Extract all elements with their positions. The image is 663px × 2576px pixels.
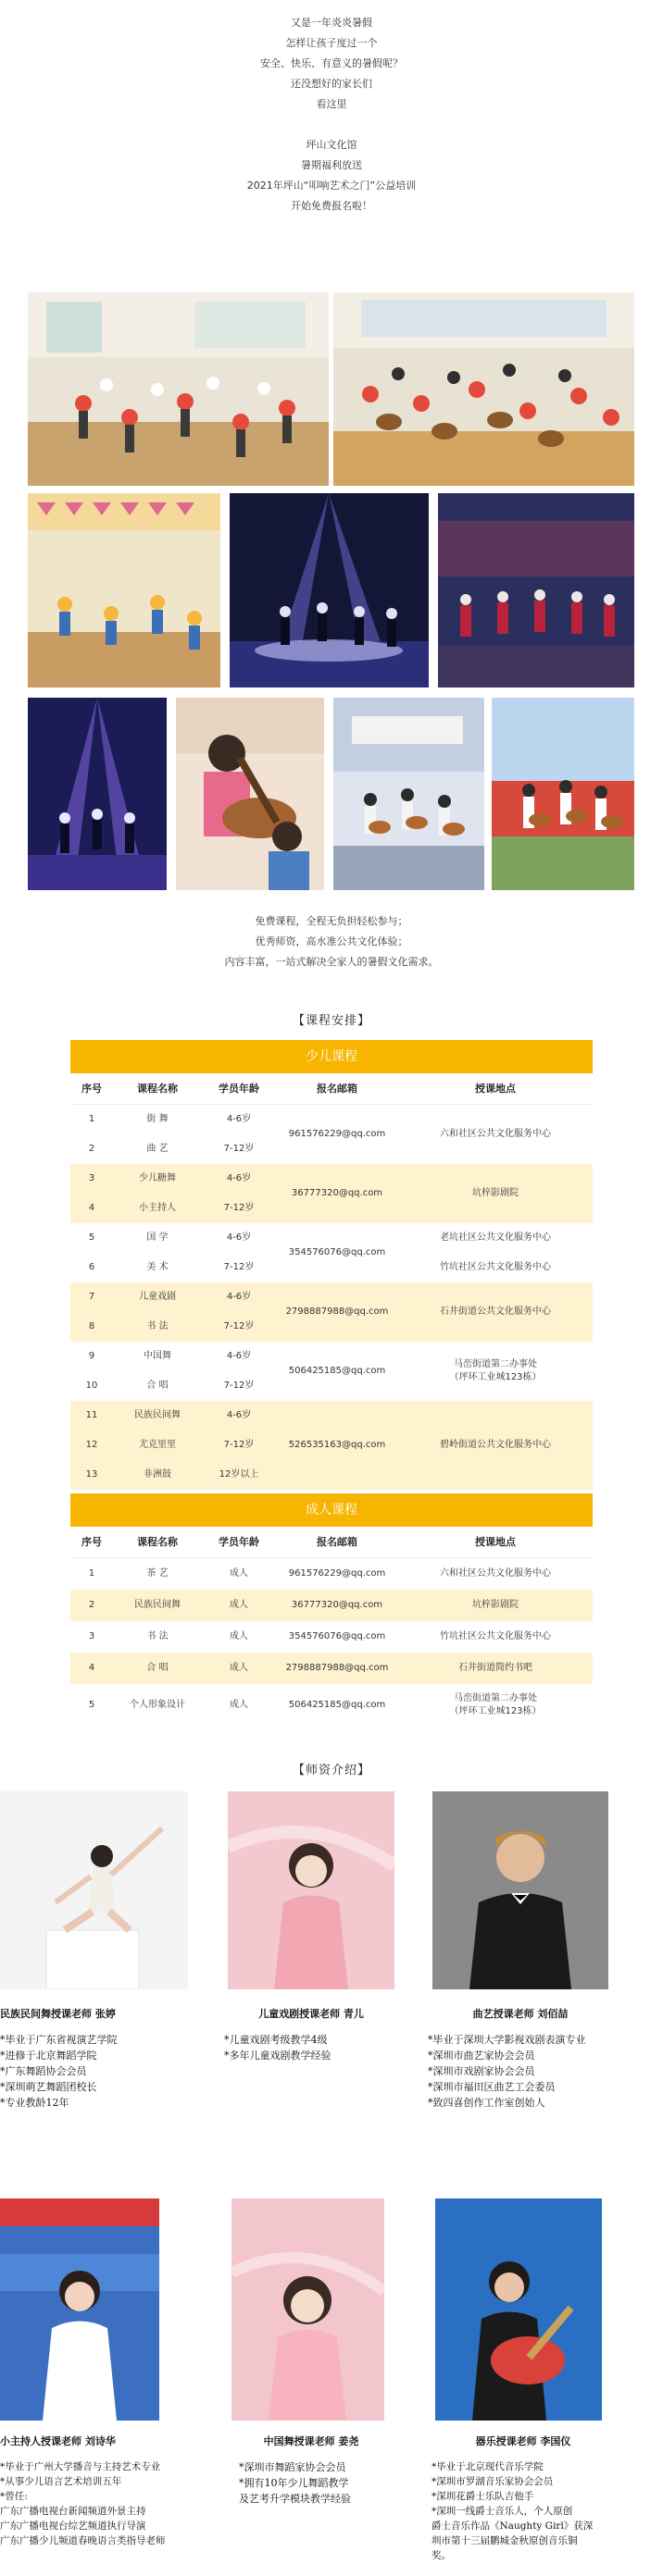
- bio-line: 广东广播少儿频道春晚语言类指导老师: [0, 2535, 166, 2546]
- cell-email: 506425185@qq.com: [288, 1366, 386, 1376]
- bio-line: *深圳市罗湖音乐家协会会员: [432, 2476, 554, 2487]
- table-row: [70, 1590, 593, 1621]
- cell-place-b: 竹坑社区公共文化服务中心: [440, 1262, 551, 1272]
- teacher-photo-li-guoyi: [435, 2198, 602, 2421]
- intro-line: 又是一年炎炎暑假: [291, 17, 372, 29]
- summary-text: [0, 911, 663, 972]
- table-row-group: [70, 1282, 593, 1342]
- teachers-title: 【师资介绍】: [292, 1764, 370, 1777]
- intro-line: 暑期福利放送: [301, 159, 362, 171]
- cell-place-b: （坪环工业城123栋）: [449, 1706, 542, 1716]
- bio-line: *深圳市福田区曲艺工会委员: [428, 2081, 556, 2093]
- cell-place-a: 老坑社区公共文化服务中心: [440, 1232, 551, 1243]
- teacher-bio: [0, 2032, 209, 2111]
- cell-age: 12岁以上: [219, 1469, 259, 1480]
- teacher-name: 民族民间舞授课老师 张婷: [0, 2008, 116, 2020]
- teacher-bio: [0, 2459, 222, 2548]
- cell-no: 7: [88, 1292, 95, 1302]
- intro-line: 安全、快乐、有意义的暑假呢？: [260, 57, 403, 69]
- stage-photo-guitar-group: [333, 698, 484, 890]
- cell-age: 4-6岁: [226, 1292, 252, 1302]
- adult-table-header: [70, 1527, 593, 1558]
- cell-no: 4: [88, 1203, 95, 1213]
- adult-course-banner: 成人课程: [70, 1493, 593, 1527]
- cell-no: 13: [85, 1469, 98, 1480]
- cell-email: 2798887988@qq.com: [285, 1307, 389, 1317]
- intro-line: 怎样让孩子度过一个: [285, 37, 378, 49]
- cell-no: 6: [88, 1262, 95, 1272]
- cell-course: 书 法: [146, 1321, 169, 1331]
- cell-no: 5: [88, 1700, 95, 1710]
- cell-course: 合 唱: [146, 1381, 169, 1391]
- bio-line: *毕业于广州大学播音与主持艺术专业: [0, 2461, 161, 2472]
- table-row: [70, 1653, 593, 1684]
- teacher-name: 曲艺授课老师 刘佰喆: [472, 2008, 569, 2020]
- teacher-bio: [239, 2459, 424, 2507]
- table-row: [70, 1684, 593, 1727]
- intro-line: 开始免费报名啦！: [291, 200, 372, 212]
- cell-age: 7-12岁: [223, 1262, 255, 1272]
- teacher-bio: [428, 2032, 663, 2111]
- cell-age: 成人: [230, 1700, 248, 1710]
- bio-line: 爵士音乐作品《Naughty Girl》获深: [432, 2520, 594, 2532]
- header-email: 报名邮箱: [317, 1082, 357, 1095]
- cell-place: 坑梓影剧院: [472, 1600, 519, 1610]
- teacher-photo-jiang-yao: [231, 2198, 384, 2421]
- bio-line: *深圳市舞蹈家协会会员: [239, 2461, 346, 2473]
- cell-course: 街 舞: [146, 1114, 169, 1124]
- table-row-group: [70, 1401, 593, 1490]
- cell-place: 坑梓影剧院: [472, 1188, 519, 1198]
- teacher-name: 小主持人授课老师 刘诗华: [0, 2435, 116, 2447]
- cell-email: 36777320@qq.com: [291, 1600, 383, 1610]
- cell-age: 4-6岁: [226, 1232, 252, 1243]
- intro-line: 坪山文化馆: [306, 139, 357, 151]
- table-row-group: [70, 1223, 593, 1282]
- teacher-photo-liu-shihua: [0, 2198, 159, 2421]
- cell-course: 小主持人: [139, 1203, 176, 1213]
- class-photo-guitar-lesson: [176, 698, 324, 890]
- cell-place-a: 马峦街道第二办事处: [454, 1693, 537, 1703]
- cell-email: 36777320@qq.com: [291, 1188, 383, 1198]
- header-place: 授课地点: [475, 1082, 516, 1095]
- bio-line: *从事少儿语言艺术培训五年: [0, 2476, 122, 2487]
- cell-course: 民族民间舞: [134, 1410, 181, 1420]
- cell-no: 2: [88, 1144, 95, 1154]
- cell-age: 7-12岁: [223, 1203, 255, 1213]
- cell-place: 六和社区公共文化服务中心: [440, 1568, 551, 1579]
- cell-place: 石井街道公共文化服务中心: [440, 1307, 551, 1317]
- teacher-photo-zhang: [0, 1791, 188, 1989]
- cell-no: 1: [88, 1568, 95, 1579]
- bio-line: *进修于北京舞蹈学院: [0, 2050, 97, 2062]
- cell-age: 4-6岁: [226, 1114, 252, 1124]
- cell-age: 7-12岁: [223, 1440, 255, 1450]
- stage-photo-red: [438, 493, 634, 687]
- cell-course: 少儿糖舞: [139, 1173, 176, 1183]
- cell-no: 3: [88, 1631, 95, 1641]
- bio-line: *广东舞蹈协会会员: [0, 2065, 87, 2077]
- cell-course: 茶 艺: [146, 1568, 169, 1579]
- cell-age: 7-12岁: [223, 1144, 255, 1154]
- teacher-name: 中国舞授课老师 姜尧: [263, 2435, 359, 2447]
- table-row: [70, 1558, 593, 1590]
- cell-course: 儿童戏剧: [139, 1292, 176, 1302]
- cell-course: 民族民间舞: [134, 1600, 181, 1610]
- cell-age: 7-12岁: [223, 1321, 255, 1331]
- stage-photo-blue: [28, 698, 167, 890]
- class-photo-dance-room: [28, 292, 329, 486]
- cell-no: 2: [88, 1600, 95, 1610]
- table-row-group: [70, 1342, 593, 1401]
- table-row-group: [70, 1105, 593, 1164]
- cell-no: 4: [88, 1663, 95, 1673]
- cell-no: 8: [88, 1321, 95, 1331]
- intro-line: 2021年坪山“叩响艺术之门”公益培训: [246, 180, 417, 192]
- cell-email: 2798887988@qq.com: [285, 1663, 389, 1673]
- teacher-name: 儿童戏剧授课老师 青儿: [258, 2008, 364, 2020]
- cell-course: 美 术: [146, 1262, 169, 1272]
- bio-line: 圳市第十三届鹏城金秋原创音乐铜: [432, 2535, 578, 2546]
- bio-line: *多年儿童戏剧教学经验: [224, 2050, 332, 2062]
- cell-email: 506425185@qq.com: [288, 1700, 386, 1710]
- cell-place: [398, 1342, 593, 1401]
- header-age: 学员年龄: [219, 1535, 259, 1548]
- cell-email: 354576076@qq.com: [288, 1247, 386, 1257]
- header-course: 课程名称: [137, 1535, 178, 1548]
- bio-line: *深圳市戏剧家协会会员: [428, 2065, 535, 2077]
- header-no: 序号: [81, 1535, 102, 1548]
- cell-place: 石井街道简约书吧: [458, 1663, 532, 1673]
- bio-line: *专业教龄12年: [0, 2097, 69, 2109]
- bio-line: 奖。: [432, 2550, 451, 2561]
- header-email: 报名邮箱: [317, 1535, 357, 1548]
- bio-line: *毕业于北京现代音乐学院: [432, 2461, 544, 2472]
- bio-line: *毕业于广东省视演艺学院: [0, 2034, 118, 2046]
- cell-place-b: （坪环工业城123栋）: [449, 1372, 542, 1382]
- cell-course: 曲 艺: [146, 1144, 169, 1154]
- cell-place: [398, 1223, 593, 1282]
- cell-course: 国 学: [146, 1232, 169, 1243]
- bio-line: *深圳市曲艺家协会会员: [428, 2050, 535, 2062]
- bio-line: *致四喜创作工作室创始人: [428, 2097, 545, 2109]
- header-age: 学员年龄: [219, 1082, 259, 1095]
- cell-course: 合 唱: [146, 1663, 169, 1673]
- header-course: 课程名称: [137, 1082, 178, 1095]
- bio-line: 广东广播电视台新闻频道外景主持: [0, 2506, 146, 2517]
- stage-photo-purple: [230, 493, 429, 687]
- bio-line: 及艺考升学模块教学经验: [239, 2493, 351, 2505]
- cell-email: 961576229@qq.com: [288, 1568, 386, 1579]
- class-photo-guitar-room: [333, 292, 634, 486]
- bio-line: *曾任:: [0, 2491, 28, 2502]
- cell-no: 1: [88, 1114, 95, 1124]
- bio-line: *毕业于深圳大学影视戏剧表演专业: [428, 2034, 586, 2046]
- bio-line: *儿童戏剧考级教学4级: [224, 2034, 328, 2046]
- cell-age: 成人: [230, 1631, 248, 1641]
- kids-course-banner: 少儿课程: [70, 1040, 593, 1073]
- cell-no: 11: [85, 1410, 98, 1420]
- teacher-bio: [224, 2032, 428, 2063]
- cell-no: 9: [88, 1351, 95, 1361]
- summary-line: 优秀师资，高水准公共文化体验；: [255, 935, 408, 947]
- cell-place: 碧岭街道公共文化服务中心: [440, 1440, 551, 1450]
- intro-text: [0, 13, 663, 217]
- header-no: 序号: [81, 1082, 102, 1095]
- bio-line: *深圳萌艺舞蹈团校长: [0, 2081, 97, 2093]
- outdoor-photo-performance: [492, 698, 634, 890]
- cell-place: 竹坑社区公共文化服务中心: [440, 1631, 551, 1641]
- teacher-name: 器乐授课老师 李国仪: [475, 2435, 571, 2447]
- cell-age: 成人: [230, 1663, 248, 1673]
- cell-age: 4-6岁: [226, 1351, 252, 1361]
- cell-age: 成人: [230, 1600, 248, 1610]
- summary-line: 内容丰富，一站式解决全家人的暑假文化需求。: [224, 956, 439, 968]
- teacher-bio: [432, 2459, 659, 2563]
- bio-line: *深圳花爵士乐队吉他手: [432, 2491, 534, 2502]
- intro-line: 还没想好的家长们: [291, 78, 372, 90]
- table-row-group: [70, 1164, 593, 1223]
- class-photo-kids-room: [28, 493, 220, 687]
- cell-course: 个人形象设计: [130, 1700, 185, 1710]
- schedule-title: 【课程安排】: [292, 1014, 370, 1028]
- bio-line: *深圳一线爵士音乐人，个人原创: [432, 2506, 573, 2517]
- teacher-photo-liu-baizhe: [432, 1791, 608, 1989]
- cell-age: 成人: [230, 1568, 248, 1579]
- cell-course: 非洲鼓: [144, 1469, 171, 1480]
- intro-line: 看这里: [316, 98, 347, 110]
- cell-course: 中国舞: [144, 1351, 171, 1361]
- cell-age: 4-6岁: [226, 1410, 252, 1420]
- cell-course: 尤克里里: [139, 1440, 176, 1450]
- cell-email: 354576076@qq.com: [288, 1631, 386, 1641]
- teacher-photo-qinger: [228, 1791, 394, 1989]
- summary-line: 免费课程，全程无负担轻松参与；: [255, 915, 408, 927]
- kids-table-header: [70, 1073, 593, 1105]
- cell-email: 961576229@qq.com: [288, 1129, 386, 1139]
- cell-age: 7-12岁: [223, 1381, 255, 1391]
- cell-no: 12: [85, 1440, 98, 1450]
- cell-age: 4-6岁: [226, 1173, 252, 1183]
- cell-course: 书 法: [146, 1631, 169, 1641]
- cell-no: 10: [85, 1381, 98, 1391]
- bio-line: 广东广播电视台综艺频道执行导演: [0, 2520, 146, 2532]
- cell-email: 526535163@qq.com: [288, 1440, 386, 1450]
- cell-place: 六和社区公共文化服务中心: [440, 1129, 551, 1139]
- cell-no: 5: [88, 1232, 95, 1243]
- header-place: 授课地点: [475, 1535, 516, 1548]
- cell-no: 3: [88, 1173, 95, 1183]
- bio-line: *拥有10年少儿舞蹈教学: [239, 2477, 349, 2489]
- cell-place: [398, 1684, 593, 1727]
- table-row: [70, 1621, 593, 1653]
- cell-place-a: 马峦街道第二办事处: [454, 1359, 537, 1369]
